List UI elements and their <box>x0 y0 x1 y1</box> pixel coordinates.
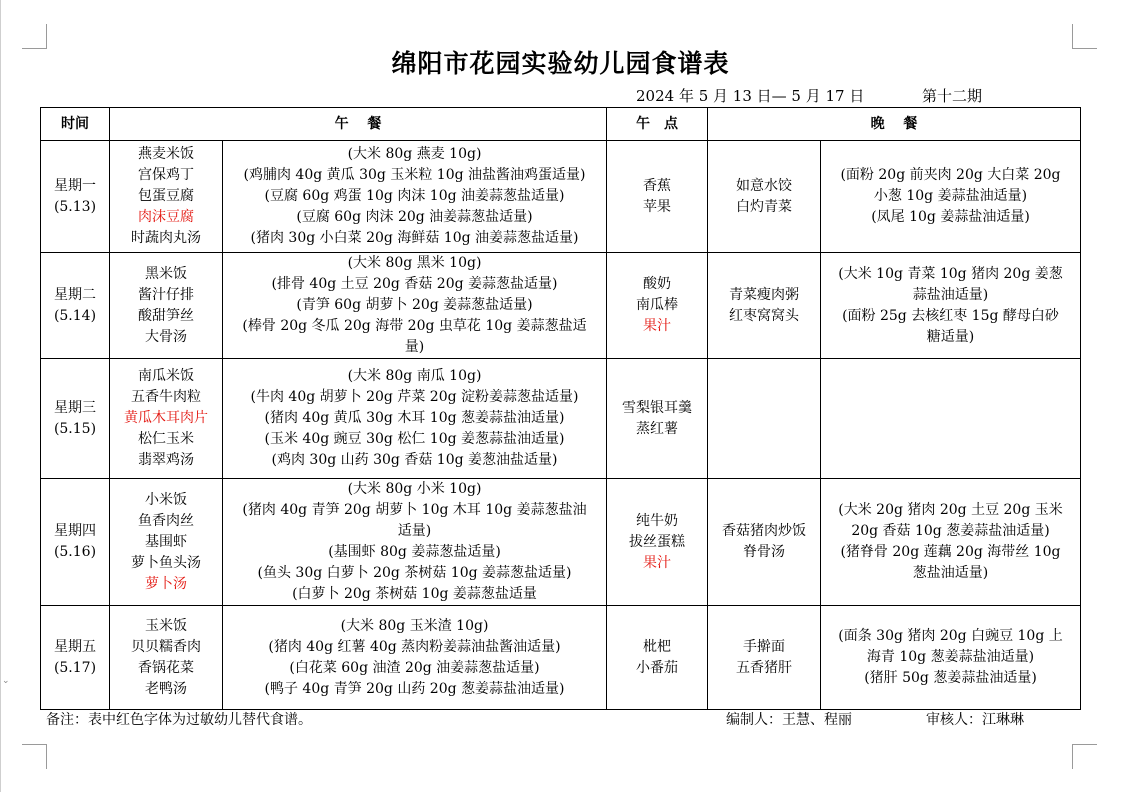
lunch-dish: 肉沫豆腐 <box>138 209 194 225</box>
dinner-ingredients-cell <box>821 479 1081 606</box>
snack-item: 香蕉 <box>643 177 671 194</box>
dinner-dish: 红枣窝窝头 <box>729 307 799 324</box>
dinner-ingredient-line: (大米 10g 青菜 10g 猪肉 20g 姜葱 <box>838 265 1063 282</box>
weekday-label: 星期一 <box>54 177 96 194</box>
dinner-dish: 如意水饺 <box>736 177 792 194</box>
lunch-ingredient-line: (白萝卜 20g 茶树菇 10g 姜蒜葱盐适量 <box>292 586 537 602</box>
editor-credit: 编制人：王慧、程丽 <box>726 712 852 728</box>
lunch-dish: 鱼香肉丝 <box>138 512 194 529</box>
lunch-dish: 老鸭汤 <box>145 680 187 697</box>
lunch-ingredient-line: (白花菜 60g 油渣 20g 油姜蒜葱盐适量) <box>289 659 540 676</box>
lunch-ingredient-line: (大米 80g 黑米 10g) <box>347 255 482 271</box>
table-row <box>41 141 1081 253</box>
table-header-row <box>41 108 1081 141</box>
lunch-dish: 酱汁仔排 <box>138 286 194 303</box>
dinner-ingredient-line: (凤尾 10g 姜蒜盐油适量) <box>871 209 1030 225</box>
dinner-ingredients-cell <box>821 359 1081 479</box>
dinner-dish: 五香猪肝 <box>736 659 792 676</box>
dinner-ingredients-cell <box>821 141 1081 253</box>
lunch-ingredient-line: 适量) <box>397 523 432 539</box>
menu-table <box>40 107 1081 710</box>
day-cell <box>41 359 110 479</box>
lunch-ingredients-cell <box>223 253 607 359</box>
lunch-ingredient-line: (大米 80g 小米 10g) <box>347 481 482 497</box>
lunch-ingredients-cell <box>223 479 607 606</box>
date-label: (5.14) <box>53 307 97 324</box>
weekday-label: 星期四 <box>54 523 96 539</box>
weekday-label: 星期二 <box>54 286 96 303</box>
lunch-ingredient-line: (基围虾 80g 姜蒜葱盐适量) <box>328 544 501 560</box>
snack-item: 小番茄 <box>636 659 678 676</box>
chevron-down-icon[interactable]: ⌄ <box>2 676 10 686</box>
lunch-dish: 宫保鸡丁 <box>138 167 194 183</box>
snack-item: 酸奶 <box>643 276 671 292</box>
snack-item: 苹果 <box>643 198 671 215</box>
snack-item: 拔丝蛋糕 <box>629 533 685 550</box>
lunch-dish: 松仁玉米 <box>138 431 194 447</box>
dinner-ingredient-line: 小葱 10g 姜蒜盐油适量) <box>873 188 1028 204</box>
table-row <box>41 479 1081 606</box>
lunch-ingredient-line: (鸡脯肉 40g 黄瓜 30g 玉米粒 10g 油盐酱油鸡蛋适量) <box>243 167 586 183</box>
lunch-dish: 香锅花菜 <box>138 659 194 676</box>
lunch-ingredient-line: (棒骨 20g 冬瓜 20g 海带 20g 虫草花 10g 姜蒜葱盐适 <box>242 318 587 334</box>
lunch-dish: 时蔬肉丸汤 <box>131 230 201 246</box>
weekday-label: 星期三 <box>54 399 96 416</box>
header-dinner: 晚 餐 <box>708 108 1081 141</box>
allergy-note: 备注：表中红色字体为过敏幼儿替代食谱。 <box>46 712 312 728</box>
dinner-dish: 白灼青菜 <box>736 198 792 215</box>
dinner-ingredient-line: (大米 20g 猪肉 20g 土豆 20g 玉米 <box>838 502 1063 518</box>
dinner-ingredient-line: 糖适量) <box>926 328 975 345</box>
lunch-dish: 黑米饭 <box>145 265 187 282</box>
lunch-ingredient-line: (猪肉 40g 红薯 40g 蒸肉粉姜蒜油盐酱油适量) <box>268 638 561 655</box>
weekday-label: 星期五 <box>54 638 96 655</box>
snack-item: 果汁 <box>643 318 671 334</box>
lunch-dishes-cell <box>110 141 223 253</box>
day-cell <box>41 141 110 253</box>
header-lunch: 午 餐 <box>110 108 607 141</box>
snack-cell <box>607 141 708 253</box>
snack-cell <box>607 253 708 359</box>
lunch-ingredient-line: (猪肉 40g 青笋 20g 胡萝卜 10g 木耳 10g 姜蒜葱盐油 <box>242 502 587 518</box>
dinner-ingredients-cell <box>821 253 1081 359</box>
lunch-dish: 燕麦米饭 <box>138 146 194 162</box>
lunch-ingredient-line: (鸡肉 30g 山药 30g 香菇 10g 姜葱油盐适量) <box>271 452 558 468</box>
date-range: 2024 年 5 月 13 日— 5 月 17 日 <box>636 87 865 105</box>
margin-corner-bottom-right <box>1072 744 1097 769</box>
dinner-ingredient-line: 葱盐油适量) <box>912 565 989 581</box>
date-label: (5.13) <box>53 198 97 215</box>
lunch-dish: 包蛋豆腐 <box>138 188 194 204</box>
lunch-ingredient-line: 量) <box>404 339 425 355</box>
lunch-ingredient-line: (牛肉 40g 胡萝卜 20g 芹菜 20g 淀粉姜蒜葱盐适量) <box>250 389 579 405</box>
lunch-dish: 玉米饭 <box>145 617 187 634</box>
header-time: 时间 <box>41 108 110 141</box>
lunch-dish: 酸甜笋丝 <box>138 307 194 324</box>
snack-item: 雪梨银耳羹 <box>622 399 692 416</box>
lunch-dish: 南瓜米饭 <box>138 368 194 384</box>
table-row <box>41 253 1081 359</box>
dinner-dish: 青菜瘦肉粥 <box>729 286 799 303</box>
day-cell <box>41 606 110 710</box>
date-label: (5.15) <box>53 420 97 437</box>
dinner-dishes-cell <box>708 359 821 479</box>
date-label: (5.17) <box>53 659 97 676</box>
dinner-ingredient-line: (面粉 25g 去核红枣 15g 酵母白砂 <box>842 307 1059 324</box>
dinner-dish: 脊骨汤 <box>743 544 785 560</box>
dinner-dish: 香菇猪肉炒饭 <box>722 523 806 539</box>
dinner-dish: 手擀面 <box>743 638 785 655</box>
snack-item: 南瓜棒 <box>636 297 678 313</box>
dinner-ingredient-line: (面粉 20g 前夹肉 20g 大白菜 20g <box>840 167 1061 183</box>
lunch-ingredient-line: (猪肉 40g 黄瓜 30g 木耳 10g 葱姜蒜盐油适量) <box>264 410 565 426</box>
lunch-dish: 翡翠鸡汤 <box>138 452 194 468</box>
lunch-ingredient-line: (大米 80g 玉米渣 10g) <box>340 617 489 634</box>
lunch-dish: 萝卜鱼头汤 <box>131 554 201 571</box>
lunch-dish: 大骨汤 <box>145 328 187 345</box>
snack-cell <box>607 479 708 606</box>
header-snack: 午 点 <box>607 108 708 141</box>
lunch-dish: 贝贝糯香肉 <box>131 638 201 655</box>
page-edge <box>0 0 1 792</box>
lunch-ingredient-line: (豆腐 60g 肉沫 20g 油姜蒜葱盐适量) <box>296 209 533 225</box>
dinner-dishes-cell <box>708 141 821 253</box>
lunch-ingredient-line: (青笋 60g 胡萝卜 20g 姜蒜葱盐适量) <box>296 297 533 313</box>
table-row <box>41 359 1081 479</box>
dinner-ingredient-line: (面条 30g 猪肉 20g 白豌豆 10g 上 <box>838 628 1063 644</box>
snack-cell <box>607 359 708 479</box>
lunch-dishes-cell <box>110 359 223 479</box>
dinner-ingredient-line: 20g 香菇 10g 葱姜蒜盐油适量) <box>851 523 1050 539</box>
lunch-dishes-cell <box>110 479 223 606</box>
lunch-ingredients-cell <box>223 141 607 253</box>
lunch-dish: 萝卜汤 <box>145 575 187 592</box>
dinner-dishes-cell <box>708 606 821 710</box>
lunch-dish: 基围虾 <box>145 533 187 550</box>
dinner-dishes-cell <box>708 479 821 606</box>
day-cell <box>41 253 110 359</box>
snack-item: 枇杷 <box>643 638 671 655</box>
lunch-dishes-cell <box>110 606 223 710</box>
day-cell <box>41 479 110 606</box>
menu-body <box>41 141 1081 710</box>
lunch-ingredient-line: (玉米 40g 豌豆 30g 松仁 10g 姜葱蒜盐油适量) <box>264 431 565 447</box>
date-label: (5.16) <box>53 544 97 560</box>
lunch-ingredient-line: (大米 80g 南瓜 10g) <box>347 368 482 384</box>
lunch-ingredient-line: (鱼头 30g 白萝卜 20g 茶树菇 10g 姜蒜葱盐适量) <box>257 565 572 581</box>
lunch-ingredients-cell <box>223 359 607 479</box>
period-number: 第十二期 <box>922 87 983 105</box>
dinner-ingredient-line: (猪肝 50g 葱姜蒜盐油适量) <box>864 670 1037 686</box>
lunch-dish: 黄瓜木耳肉片 <box>124 410 208 426</box>
margin-corner-bottom-left <box>22 744 47 769</box>
dinner-ingredient-line: 蒜盐油适量) <box>912 286 989 303</box>
dinner-dishes-cell <box>708 253 821 359</box>
snack-item: 果汁 <box>643 554 671 571</box>
reviewer-credit: 审核人：江琳琳 <box>926 712 1024 728</box>
dinner-ingredients-cell <box>821 606 1081 710</box>
page-title: 绵阳市花园实验幼儿园食谱表 <box>391 49 730 78</box>
lunch-ingredient-line: (大米 80g 燕麦 10g) <box>347 146 482 162</box>
lunch-ingredient-line: (豆腐 60g 鸡蛋 10g 肉沫 10g 油姜蒜葱盐适量) <box>264 188 565 204</box>
table-row <box>41 606 1081 710</box>
snack-cell <box>607 606 708 710</box>
dinner-ingredient-line: (猪脊骨 20g 莲藕 20g 海带丝 10g <box>840 544 1061 560</box>
dinner-ingredient-line: 海青 10g 葱姜蒜盐油适量) <box>866 649 1035 665</box>
snack-item: 蒸红薯 <box>636 420 678 437</box>
lunch-dishes-cell <box>110 253 223 359</box>
lunch-ingredients-cell <box>223 606 607 710</box>
lunch-ingredient-line: (排骨 40g 土豆 20g 香菇 20g 姜蒜葱盐适量) <box>271 276 558 292</box>
snack-item: 纯牛奶 <box>636 512 678 529</box>
lunch-dish: 小米饭 <box>145 491 187 508</box>
lunch-dish: 五香牛肉粒 <box>131 389 201 405</box>
lunch-ingredient-line: (猪肉 30g 小白菜 20g 海鲜菇 10g 油姜蒜葱盐适量) <box>250 230 579 246</box>
lunch-ingredient-line: (鸭子 40g 青笋 20g 山药 20g 葱姜蒜盐油适量) <box>264 680 565 697</box>
